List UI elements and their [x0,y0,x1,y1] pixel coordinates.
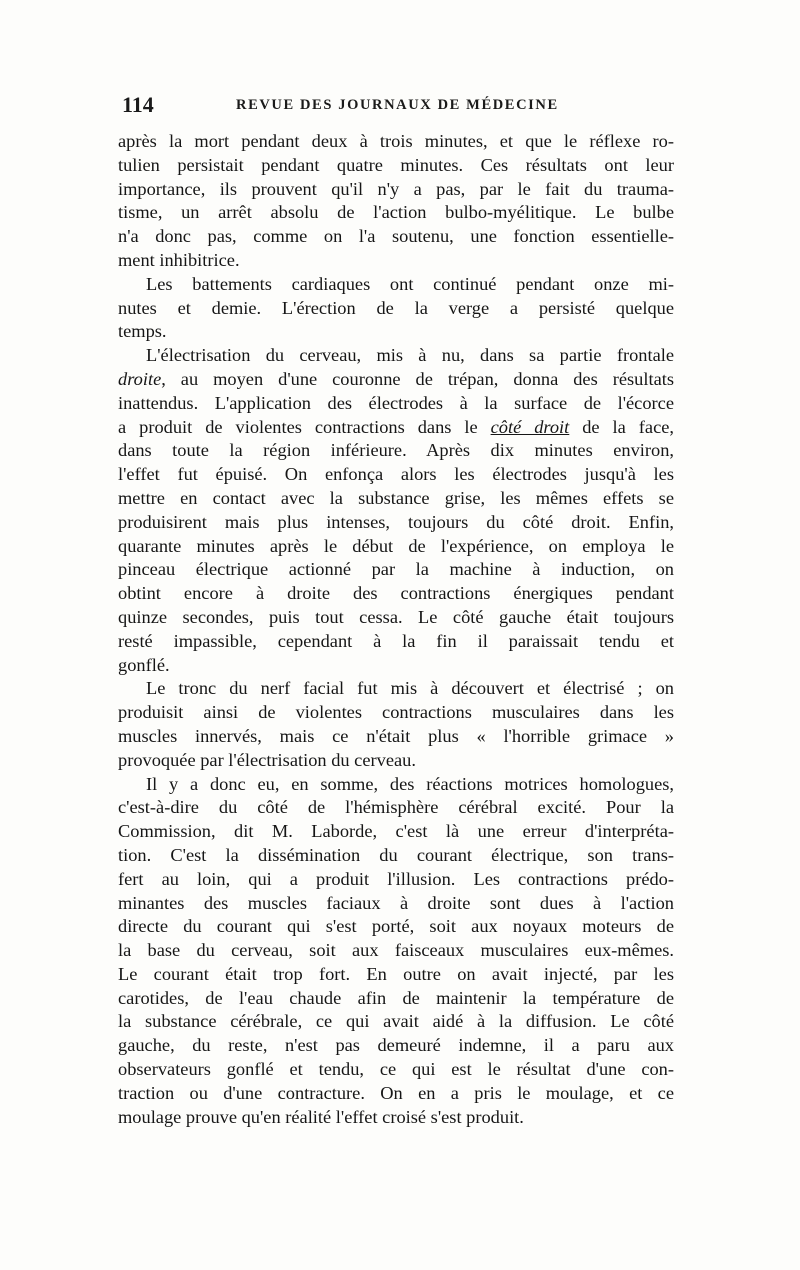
text-line: droite, au moyen d'une couronne de trépan, donna des résultats [118,368,674,389]
text-line: resté impassible, cependant à la fin il paraissait tendu et [118,630,674,651]
text-line: observateurs gonflé et tendu, ce qui est le résultat d'une con- [118,1059,674,1080]
paragraph [118,273,674,344]
paragraph [118,773,674,1130]
text-line: provoquée par l'électrisation du cerveau. [118,749,416,770]
text-line: importance, ils prouvent qu'il n'y a pas, par le fait du trauma- [118,178,674,199]
running-head [118,92,678,126]
article-body [118,130,674,1129]
paragraph [118,344,674,677]
text-line: gonflé. [118,654,170,675]
text-line: Le courant était trop fort. En outre on avait injecté, par les [118,963,674,984]
text-line: L'électrisation du cerveau, mis à nu, dans sa partie frontale [146,345,674,366]
text-line: tulien persistait pendant quatre minutes. Ces résultats ont leur [118,154,674,175]
text-line: dans toute la région inférieure. Après dix minutes environ, [118,440,674,461]
text-line: produisit ainsi de violentes contractions musculaires dans les [118,702,674,723]
page-number: 114 [122,92,154,117]
text-line: la base du cerveau, soit aux faisceaux musculaires eux-mêmes. [118,940,674,961]
text-line: fert au loin, qui a produit l'illusion. Les contractions prédo- [118,868,674,889]
text-line: carotides, de l'eau chaude afin de maintenir la température de [118,987,674,1008]
text-line: mettre en contact avec la substance grise, les mêmes effets se [118,487,674,508]
text-line: nutes et demie. L'érection de la verge a persisté quelque [118,297,674,318]
text-line: tisme, un arrêt absolu de l'action bulbo-myélitique. Le bulbe [118,202,674,223]
text-line: quinze secondes, puis tout cessa. Le côté gauche était toujours [118,606,674,627]
text-line: temps. [118,321,167,342]
text-line: gauche, du reste, n'est pas demeuré indemne, il a paru aux [118,1035,674,1056]
text-line: c'est-à-dire du côté de l'hémisphère cérébral excité. Pour la [118,797,674,818]
paragraph [118,677,674,772]
text-line: obtint encore à droite des contractions énergiques pendant [118,583,674,604]
text-line: n'a donc pas, comme on l'a soutenu, une fonction essentielle- [118,226,674,247]
text-line: a produit de violentes contractions dans le côté droit de la face, [118,416,674,437]
italic-emphasis: droite [118,368,162,389]
text-line: Les battements cardiaques ont continué pendant onze mi- [146,273,674,294]
text-line: l'effet fut épuisé. On enfonça alors les électrodes jusqu'à les [118,464,674,485]
text-line: muscles innervés, mais ce n'était plus « l'horrible grimace » [118,725,674,746]
text-line: pinceau électrique actionné par la machine à induction, on [118,559,674,580]
underlined-emphasis: côté droit [490,416,570,437]
text-line: produisirent mais plus intenses, toujours du côté droit. Enfin, [118,511,674,532]
text-line: Commission, dit M. Laborde, c'est là une erreur d'interpréta- [118,821,674,842]
text-line: minantes des muscles faciaux à droite sont dues à l'action [118,892,674,913]
journal-title: REVUE DES JOURNAUX DE MÉDECINE [236,97,559,113]
text-line: ment inhibitrice. [118,249,240,270]
text-line: quarante minutes après le début de l'expérience, on employa le [118,535,674,556]
text-line: moulage prouve qu'en réalité l'effet croisé s'est produit. [118,1106,524,1127]
text-line: directe du courant qui s'est porté, soit aux noyaux moteurs de [118,916,674,937]
text-line: Le tronc du nerf facial fut mis à découvert et électrisé ; on [146,678,674,699]
text-line: après la mort pendant deux à trois minutes, et que le réflexe ro- [118,131,674,151]
text-line: Il y a donc eu, en somme, des réactions motrices homologues, [146,773,674,794]
text-line: traction ou d'une contracture. On en a pris le moulage, et ce [118,1082,674,1103]
text-line: tion. C'est la dissémination du courant électrique, son trans- [118,844,674,865]
text-line: inattendus. L'application des électrodes à la surface de l'écorce [118,392,674,413]
text-line: la substance cérébrale, ce qui avait aidé à la diffusion. Le côté [118,1011,674,1032]
paragraph [118,130,674,273]
